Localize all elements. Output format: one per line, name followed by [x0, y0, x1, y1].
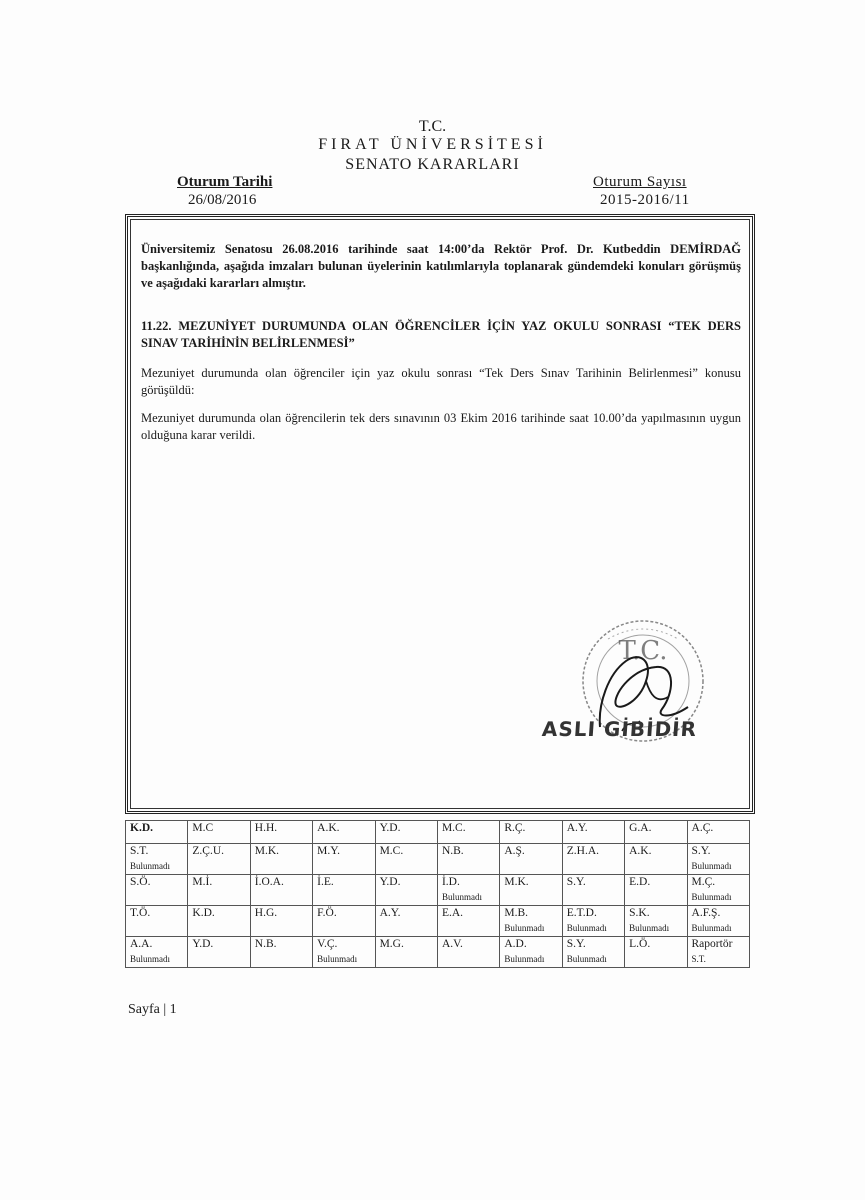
signature-cell — [313, 821, 375, 844]
attendance-note: Bulunmadı — [691, 861, 732, 871]
member-initials: M.Ç. — [691, 876, 716, 888]
member-initials: Z.Ç.U. — [192, 845, 225, 857]
member-initials: M.K. — [254, 845, 280, 857]
signature-cell — [375, 844, 437, 875]
attendance-note: Bulunmadı — [566, 954, 607, 964]
member-initials: S.Y. — [566, 876, 586, 888]
member-initials: E.T.D. — [566, 907, 597, 919]
attendance-note: Bulunmadı — [504, 954, 545, 964]
member-initials: M.K. — [504, 876, 529, 888]
member-initials: H.H. — [254, 822, 278, 834]
table-row — [126, 937, 750, 968]
member-initials: M.C. — [441, 822, 466, 834]
signature-cell — [562, 937, 624, 968]
signature-cell — [500, 844, 562, 875]
attendance-note: S.T. — [691, 954, 706, 964]
signature-cell — [562, 844, 624, 875]
member-initials: A.F.Ş. — [691, 907, 721, 919]
member-initials: M.B. — [504, 907, 528, 919]
signature-cell — [126, 875, 188, 906]
member-initials: A.V. — [441, 938, 463, 950]
signature-cell — [687, 821, 749, 844]
member-initials: Y.D. — [379, 822, 401, 834]
signature-cell — [126, 821, 188, 844]
table-row — [126, 875, 750, 906]
decision-heading: 11.22. MEZUNİYET DURUMUNDA OLAN ÖĞRENCİLER İÇİN YAZ OKULU SONRASI “TEK DERS SINAV TARİHİNİN BELİRLENMESİ” — [141, 319, 741, 350]
member-initials: L.Ö. — [629, 938, 651, 950]
member-initials: S.T. — [130, 845, 149, 857]
signature-cell — [437, 875, 499, 906]
signature-cell — [313, 906, 375, 937]
page-number: Sayfa | 1 — [128, 1002, 177, 1017]
attendance-note: Bulunmadı — [566, 923, 607, 933]
decision-box — [125, 214, 755, 814]
member-initials: E.A. — [441, 907, 464, 919]
member-initials: H.G. — [254, 907, 278, 919]
signature-cell — [250, 875, 312, 906]
member-initials: M.İ. — [192, 876, 213, 888]
signature-cell — [126, 937, 188, 968]
member-initials: G.A. — [629, 822, 652, 834]
signature-cell — [375, 821, 437, 844]
signature-cell — [625, 875, 687, 906]
attendance-note: Bulunmadı — [691, 923, 732, 933]
signature-cell — [562, 821, 624, 844]
signature-cell — [687, 937, 749, 968]
member-initials: N.B. — [441, 845, 464, 857]
table-row — [126, 844, 750, 875]
member-initials: F.Ö. — [317, 907, 337, 919]
signature-cell — [625, 937, 687, 968]
signature-cell — [188, 844, 250, 875]
session-count-label: Oturum Sayısı — [593, 174, 687, 190]
stamp-label: ASLI GİBİDİR — [541, 717, 698, 741]
signature-cell — [562, 906, 624, 937]
signature-cell — [687, 906, 749, 937]
member-initials: A.K. — [317, 822, 340, 834]
member-initials: T.Ö. — [130, 907, 151, 919]
signature-cell — [625, 844, 687, 875]
signature-cell — [188, 937, 250, 968]
subject-paragraph: Mezuniyet durumunda olan öğrenciler için yaz okulu sonrası “Tek Ders Sınav Tarihinin Belirlenmesi” konusu görüşüldü: — [141, 366, 741, 397]
signature-cell — [313, 937, 375, 968]
signature-cell — [126, 906, 188, 937]
signature-cell — [250, 937, 312, 968]
signature-cell — [250, 844, 312, 875]
signature-cell — [500, 937, 562, 968]
member-initials: A.A. — [130, 938, 153, 950]
signature-cell — [188, 875, 250, 906]
attendance-note: Bulunmadı — [504, 923, 545, 933]
member-initials: V.Ç. — [317, 938, 338, 950]
signature-cell — [625, 906, 687, 937]
table-row — [126, 821, 750, 844]
member-initials: M.G. — [379, 938, 404, 950]
table-row — [126, 906, 750, 937]
member-initials: M.C — [192, 822, 214, 834]
header-tc: T.C. — [418, 118, 447, 135]
member-initials: A.Y. — [566, 822, 588, 834]
decision-paragraph: Mezuniyet durumunda olan öğrencilerin tek ders sınavının 03 Ekim 2016 tarihinde saat 10.00’da yapılmasının uygun olduğuna karar verildi. — [141, 411, 741, 442]
member-initials: Y.D. — [192, 938, 214, 950]
signature-cell — [250, 906, 312, 937]
signature-cell — [500, 821, 562, 844]
member-initials: N.B. — [254, 938, 277, 950]
member-initials: Z.H.A. — [566, 845, 599, 857]
member-initials: İ.O.A. — [254, 876, 284, 888]
signature-cell — [437, 844, 499, 875]
signature-cell — [126, 844, 188, 875]
member-initials: S.Y. — [691, 845, 711, 857]
signature-cell — [500, 906, 562, 937]
signature-cell — [562, 875, 624, 906]
session-date-label: Oturum Tarihi — [177, 174, 273, 190]
signature-cell — [687, 844, 749, 875]
member-initials: A.Y. — [379, 907, 401, 919]
signature-cell — [313, 844, 375, 875]
signature-cell — [687, 875, 749, 906]
member-initials: Raportör — [691, 938, 733, 950]
attendance-note: Bulunmadı — [130, 861, 170, 871]
session-date-value: 26/08/2016 — [188, 192, 257, 208]
attendance-note: Bulunmadı — [691, 892, 732, 902]
member-initials: Y.D. — [379, 876, 401, 888]
attendance-note: Bulunmadı — [441, 892, 482, 902]
member-initials: İ.E. — [317, 876, 334, 888]
header-university: FIRAT ÜNİVERSİTESİ — [318, 136, 547, 153]
member-initials: S.Y. — [566, 938, 586, 950]
signature-cell — [250, 821, 312, 844]
member-initials: A.K. — [629, 845, 652, 857]
signature-cell — [375, 906, 437, 937]
member-initials: M.C. — [379, 845, 404, 857]
member-initials: R.Ç. — [504, 822, 526, 834]
stamp-arc-text: T.C. — [618, 636, 668, 666]
signature-cell — [188, 821, 250, 844]
signature-cell — [437, 821, 499, 844]
member-initials: E.D. — [629, 876, 651, 888]
signature-table — [125, 820, 750, 968]
member-initials: M.Y. — [317, 845, 340, 857]
member-initials: K.D. — [192, 907, 215, 919]
member-initials: S.K. — [629, 907, 650, 919]
signature-cell — [375, 937, 437, 968]
header-title: SENATO KARARLARI — [345, 156, 520, 173]
signature-cell — [625, 821, 687, 844]
signature-cell — [500, 875, 562, 906]
member-initials: S.Ö. — [130, 876, 151, 888]
member-initials: K.D. — [130, 822, 153, 834]
attendance-note: Bulunmadı — [317, 954, 358, 964]
member-initials: A.Ç. — [691, 822, 714, 834]
member-initials: A.Ş. — [504, 845, 525, 857]
attendance-note: Bulunmadı — [130, 954, 170, 964]
signature-cell — [437, 906, 499, 937]
session-count-value: 2015-2016/11 — [600, 192, 690, 208]
intro-paragraph: Üniversitemiz Senatosu 26.08.2016 tarihinde saat 14:00’da Rektör Prof. Dr. Kutbeddin DEMİRDAĞ başkanlığında, aşağıda imzaları bulunan üyelerinin katılımlarıyla toplanarak gündemdeki konuları görüşmüş ve aşağıdaki kararları almıştır. — [141, 242, 741, 290]
signature-cell — [375, 875, 437, 906]
signature-cell — [437, 937, 499, 968]
member-initials: İ.D. — [441, 876, 460, 888]
signature-cell — [313, 875, 375, 906]
attendance-note: Bulunmadı — [629, 923, 670, 933]
signature-cell — [188, 906, 250, 937]
member-initials: A.D. — [504, 938, 527, 950]
